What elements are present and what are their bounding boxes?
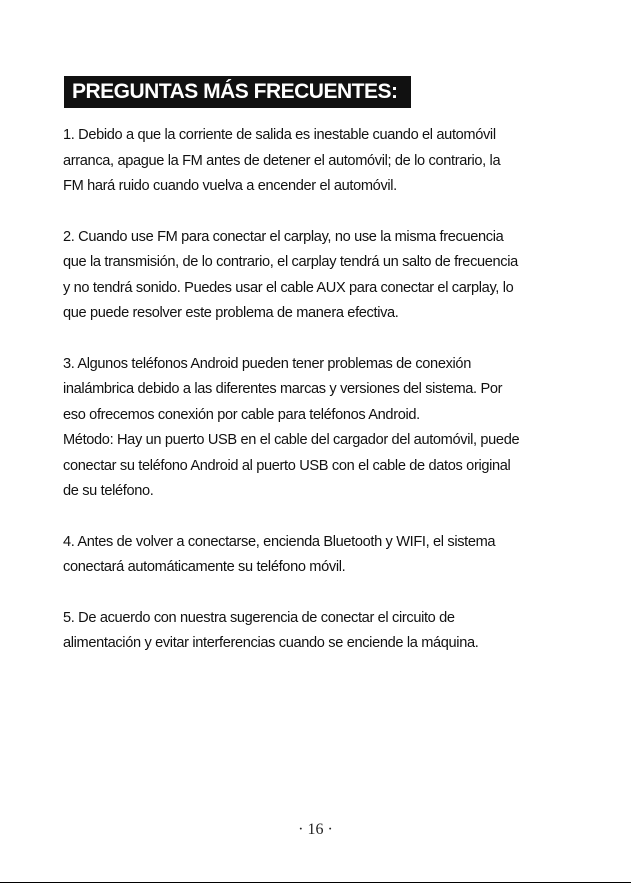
faq-line: conectará automáticamente su teléfono móvil.: [63, 559, 346, 575]
faq-line: arranca, apague la FM antes de detener el automóvil; de lo contrario, la: [63, 152, 501, 169]
section-heading: PREGUNTAS MÁS FRECUENTES:: [64, 76, 411, 108]
faq-line: 1. Debido a que la corriente de salida es inestable cuando el automóvil: [63, 127, 496, 143]
faq-line: conectar su teléfono Android al puerto USB con el cable de datos original: [63, 457, 511, 474]
faq-line: que la transmisión, de lo contrario, el carplay tendrá un salto de frecuencia: [63, 254, 518, 270]
faq-line: de su teléfono.: [63, 483, 154, 499]
faq-content: [63, 123, 573, 682]
faq-line: 2. Cuando use FM para conectar el carplay, no use la misma frecuencia: [63, 228, 504, 245]
faq-line: 5. De acuerdo con nuestra sugerencia de conectar el circuito de: [63, 609, 455, 626]
faq-item-4: [63, 530, 573, 581]
faq-line: FM hará ruido cuando vuelva a encender el automóvil.: [63, 178, 397, 194]
faq-line: 3. Algunos teléfonos Android pueden tener problemas de conexión: [63, 355, 471, 372]
faq-line: alimentación y evitar interferencias cuando se enciende la máquina.: [63, 635, 479, 651]
page-number: · 16 ·: [298, 821, 333, 838]
faq-line: que puede resolver este problema de manera efectiva.: [63, 305, 399, 321]
faq-line: eso ofrecemos conexión por cable para teléfonos Android.: [63, 406, 420, 423]
faq-item-5: [63, 606, 573, 657]
faq-line: inalámbrica debido a las diferentes marcas y versiones del sistema. Por: [63, 381, 503, 397]
faq-line: 4. Antes de volver a conectarse, encienda Bluetooth y WIFI, el sistema: [63, 533, 496, 550]
faq-item-2: [63, 225, 573, 327]
faq-item-1: [63, 123, 573, 200]
faq-line: Método: Hay un puerto USB en el cable del cargador del automóvil, puede: [63, 432, 520, 448]
faq-line: y no tendrá sonido. Puedes usar el cable AUX para conectar el carplay, lo: [63, 279, 514, 296]
faq-item-3: [63, 352, 573, 505]
